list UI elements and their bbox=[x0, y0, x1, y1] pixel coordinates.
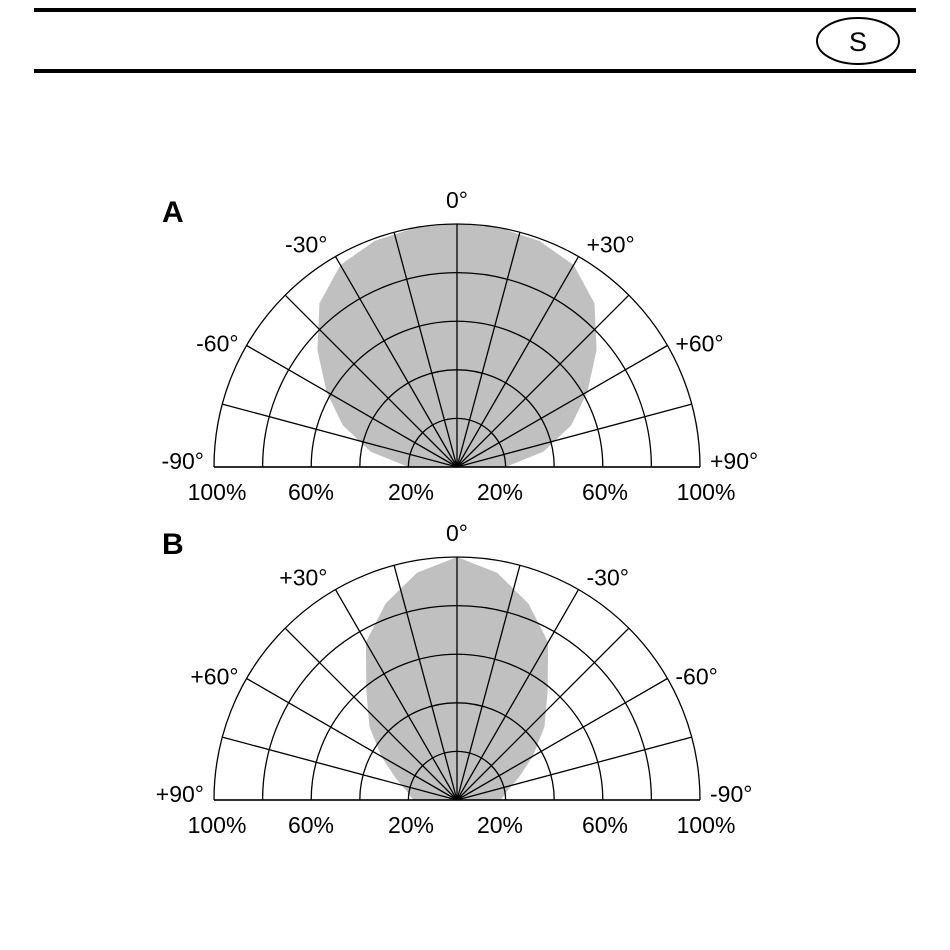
radial-label: 60% bbox=[581, 479, 629, 505]
radial-label: 20% bbox=[387, 479, 435, 505]
radial-label: 60% bbox=[581, 812, 629, 838]
radial-label: 60% bbox=[287, 812, 335, 838]
angle-label: +30° bbox=[279, 564, 328, 591]
angle-label: +90° bbox=[710, 448, 759, 474]
angle-label: -60° bbox=[196, 330, 239, 357]
panel-letter: A bbox=[162, 196, 184, 229]
angle-label: +60° bbox=[675, 330, 724, 357]
radial-label: 20% bbox=[476, 812, 524, 838]
angle-label: +90° bbox=[155, 781, 204, 807]
angle-label: -90° bbox=[161, 448, 204, 474]
radial-label: 100% bbox=[676, 812, 736, 838]
polar-chart-b bbox=[156, 520, 753, 838]
angle-label: 0° bbox=[446, 187, 468, 213]
radial-label: 100% bbox=[187, 479, 247, 505]
language-badge bbox=[817, 18, 899, 64]
radial-label: 100% bbox=[676, 479, 736, 505]
angle-label: +30° bbox=[586, 231, 635, 258]
radial-label: 20% bbox=[387, 812, 435, 838]
language-badge-text: S bbox=[848, 27, 868, 57]
radial-label: 20% bbox=[476, 479, 524, 505]
angle-label: -30° bbox=[285, 231, 328, 258]
panel-letter: B bbox=[162, 528, 184, 561]
angle-label: -30° bbox=[586, 564, 629, 591]
radial-label: 100% bbox=[187, 812, 247, 838]
angle-label: -60° bbox=[675, 663, 718, 690]
angle-label: 0° bbox=[446, 520, 468, 546]
angle-label: -90° bbox=[710, 781, 753, 807]
angle-label: +60° bbox=[190, 663, 239, 690]
polar-chart-a bbox=[162, 187, 759, 505]
radial-label: 60% bbox=[287, 479, 335, 505]
